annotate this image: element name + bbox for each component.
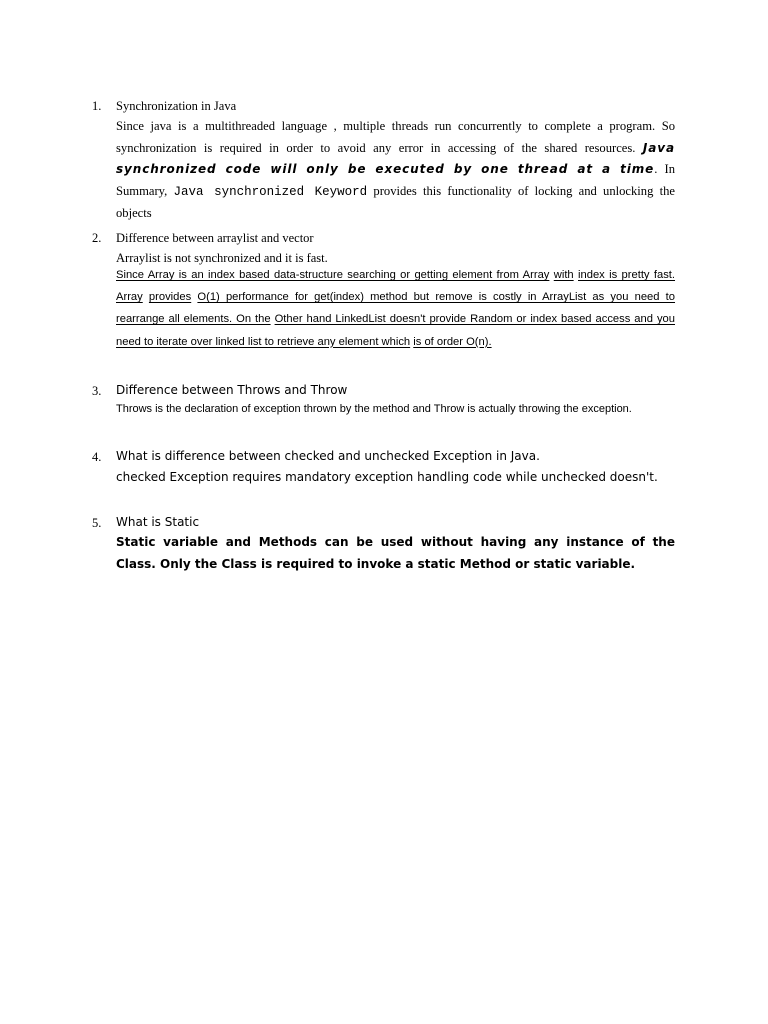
paragraph-text: Since java is a multithreaded language , multiple threads run concurrently to complete a program. So synchronization is required in order to avoid any error in accessing of the shared resources. [116,119,675,155]
item-line: Arraylist is not synchronized and it is fast. [116,251,328,265]
paragraph-text: provides this functionality of locking and unlocking the objects [116,183,675,220]
item-text: Throws is the declaration of exception thrown by the method and Throw is actually throwing the exception. [116,403,632,415]
paragraph-text: . In Summary, [116,162,675,198]
item-paragraph [116,116,675,225]
item-body [116,231,675,353]
item-number: 2. [92,231,102,245]
linked-text: Since Array is an index based data-structure searching or getting element from Array [116,269,550,281]
linked-text: O(1) performance for get(index) method but remove is costly in ArrayList as you need to rearrange all elements. On the [116,291,676,326]
code-text: Java synchronized Keyword [173,184,368,199]
item-title: Synchronization in Java [116,99,237,113]
item-body [116,383,675,415]
item-number: 3. [92,384,102,398]
emphasis-text: Java synchronized code will only be executed by one thread at a time [116,140,675,176]
linked-text: with [553,269,574,281]
item-title: What is difference between checked and unchecked Exception in Java. [116,449,540,463]
item-number: 5. [92,516,102,530]
item-title: What is Static [116,515,200,529]
linked-text: index is pretty fast. Array [116,269,676,304]
item-body [116,449,675,484]
item-body [116,99,675,225]
item-body [116,515,675,575]
item-number: 4. [92,450,102,464]
item-title: Difference between arraylist and vector [116,231,314,245]
item-number: 1. [92,99,102,113]
linked-text: Other hand LinkedList doesn't provide Random or index based access and you need to iterate over linked list to retrieve any element which [116,313,675,348]
item-title: Difference between Throws and Throw [116,383,348,397]
item-text: checked Exception requires mandatory exception handling code while unchecked doesn't. [116,470,658,484]
linked-text: provides [148,291,192,304]
linked-text: is of order O(n). [413,335,492,348]
item-paragraph: Static variable and Methods can be used without having any instance of the Class. Only the Class is required to invoke a static Method or static variable. [116,535,675,571]
item-paragraph [116,264,675,353]
